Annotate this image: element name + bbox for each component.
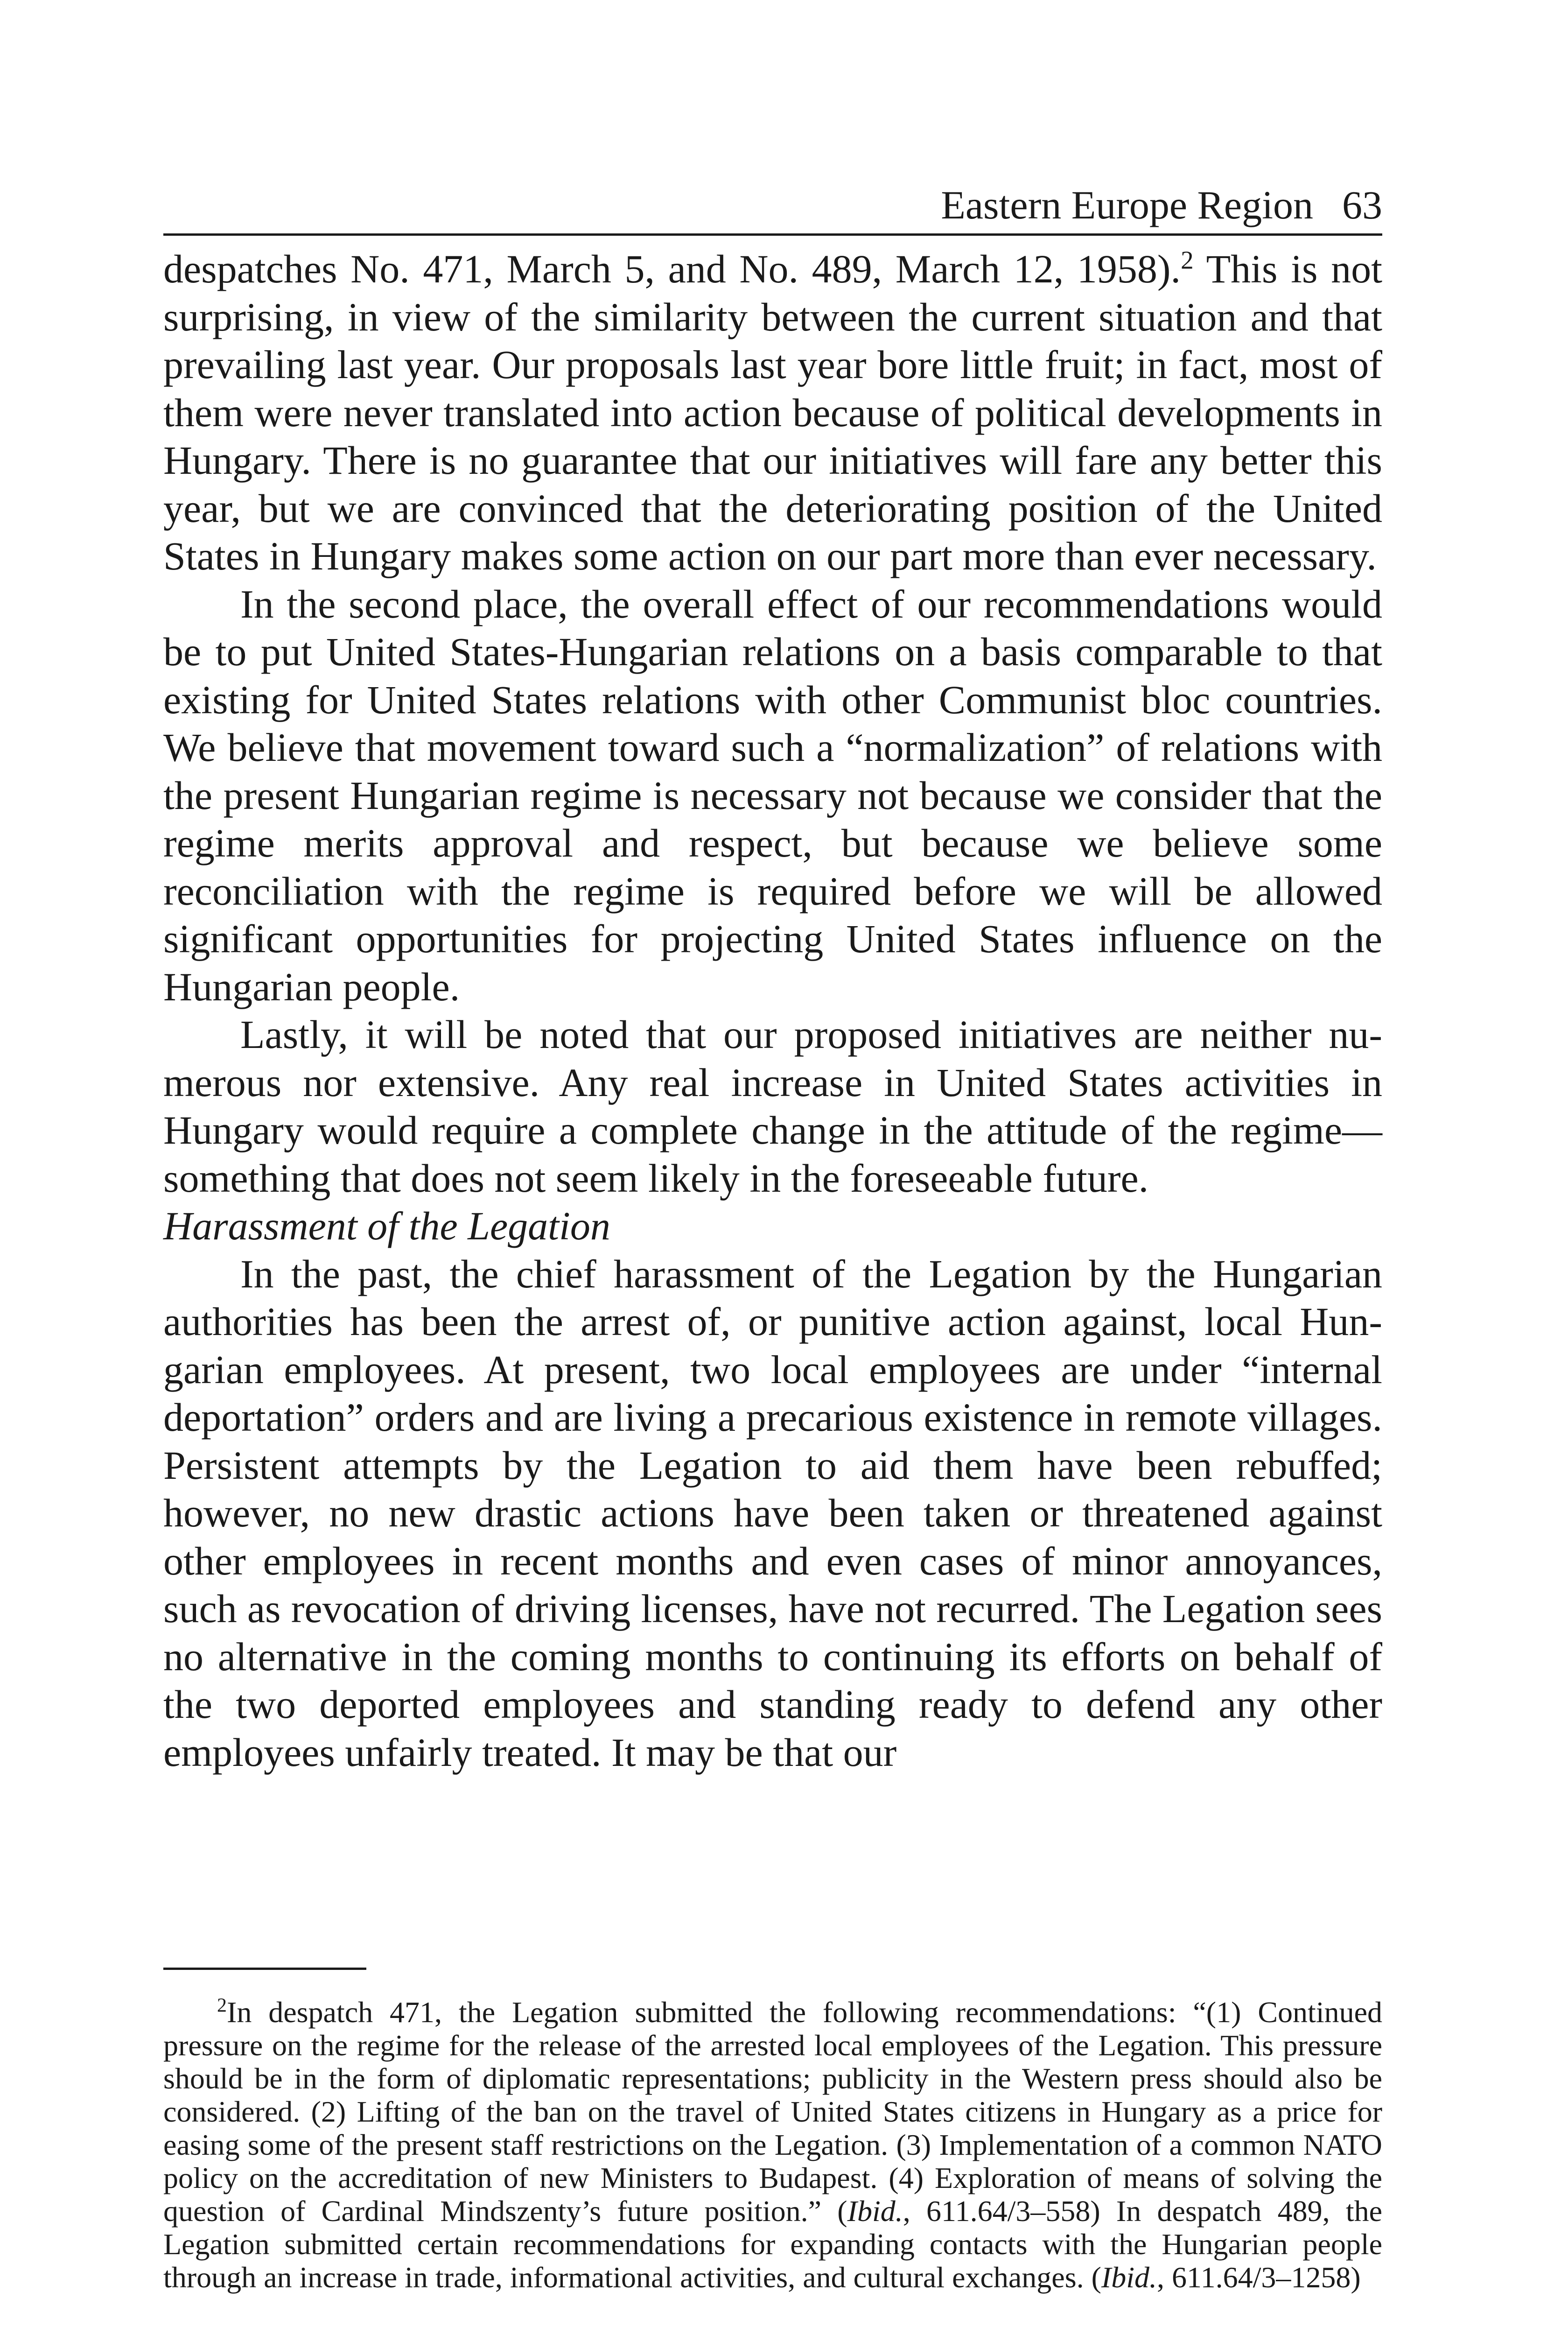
footnote-text xyxy=(163,1996,1382,2294)
running-head-title: Eastern Europe Region xyxy=(941,183,1313,227)
footnote-rule xyxy=(163,1968,366,1970)
paragraph-harassment: In the past, the chief harassment of the Legation by the Hungarian authorities has been the arrest of, or punitive action against, local Hungarian employees. At present, two local employees are under “internal deportation” orders and are living a precarious existence in remote villages. Persistent attempts by the Legation to aid them have been rebuffed; however, no new drastic actions have been taken or threatened against other employees in recent months and even cases of minor annoyances, such as revocation of driving licenses, have not recurred. The Legation sees no alternative in the coming months to continuing its efforts on behalf of the two deported employees and standing ready to defend any other employees unfairly treated. It may be that our xyxy=(163,1251,1382,1775)
page-number: 63 xyxy=(1342,183,1382,227)
footnote-part-2: , 611.64/3–558) In despatch 489, the Legation submitted certain recommendations for expanding contacts with the Hungarian people through an increase in trade, informational activities, and cultural exchanges. ( xyxy=(163,2194,1383,2294)
page xyxy=(163,168,1382,1776)
footnote-ibid-2: Ibid. xyxy=(1101,2261,1157,2294)
footnote-part-3: , 611.64/3–1258) xyxy=(1157,2261,1361,2294)
footnote xyxy=(163,1996,1382,2294)
paragraph-1-end: This is not surprising, in view of the similarity between the current situation and that prevailing last year. Our proposals last year bore little fruit; in fact, most of them were never translated into action because of political developments in Hungary. There is no guarantee that our initiatives will fare any better this year, but we are convinced that the deteriorating position of the United States in Hungary makes some action on our part more than ever necessary. xyxy=(163,246,1382,578)
footnote-reference: 2 xyxy=(1181,246,1194,274)
paragraph-continued xyxy=(163,245,1382,580)
footnote-part-1: In despatch 471, the Legation submitted the following recommendations: “(1) Continued pressure on the regime for the release of the arrested local employees of the Legation. This pressure should be in the form of diplomatic representations; publicity in the Western press should also be considered. (2) Lifting of the ban on the travel of United States citizens in Hungary as a price for easing some of the present staff restrictions on the Legation. (3) Implementation of a common NATO policy on the accreditation of new Ministers to Budapest. (4) Exploration of means of solving the question of Cardinal Mindszenty’s future position.” ( xyxy=(163,1996,1382,2228)
paragraph-1-start: despatches No. 471, March 5, and No. 489, March 12, 1958). xyxy=(163,246,1181,291)
footnote-marker: 2 xyxy=(217,1995,227,2017)
body-text xyxy=(163,245,1382,1776)
section-heading: Harassment of the Legation xyxy=(163,1203,610,1248)
paragraph-second-place: In the second place, the overall effect of our recommendations would be to put United States-Hungarian relations on a basis comparable to that existing for United States relations with other Communist bloc countries. We believe that movement toward such a “normalization” of relations with the present Hungarian regime is necessary not because we consider that the regime merits approval and respect, but because we believe some reconciliation with the regime is required before we will be allowed significant opportunities for projecting United States influence on the Hungarian people. xyxy=(163,581,1382,1009)
running-head xyxy=(163,168,1382,236)
footnote-ibid-1: Ibid. xyxy=(847,2194,903,2228)
paragraph-lastly: Lastly, it will be noted that our proposed initiatives are neither numerous nor extensive. Any real increase in United States activities in Hungary would require a complete change in the attitude of the regime—something that does not seem likely in the foreseeable future. xyxy=(163,1012,1382,1201)
